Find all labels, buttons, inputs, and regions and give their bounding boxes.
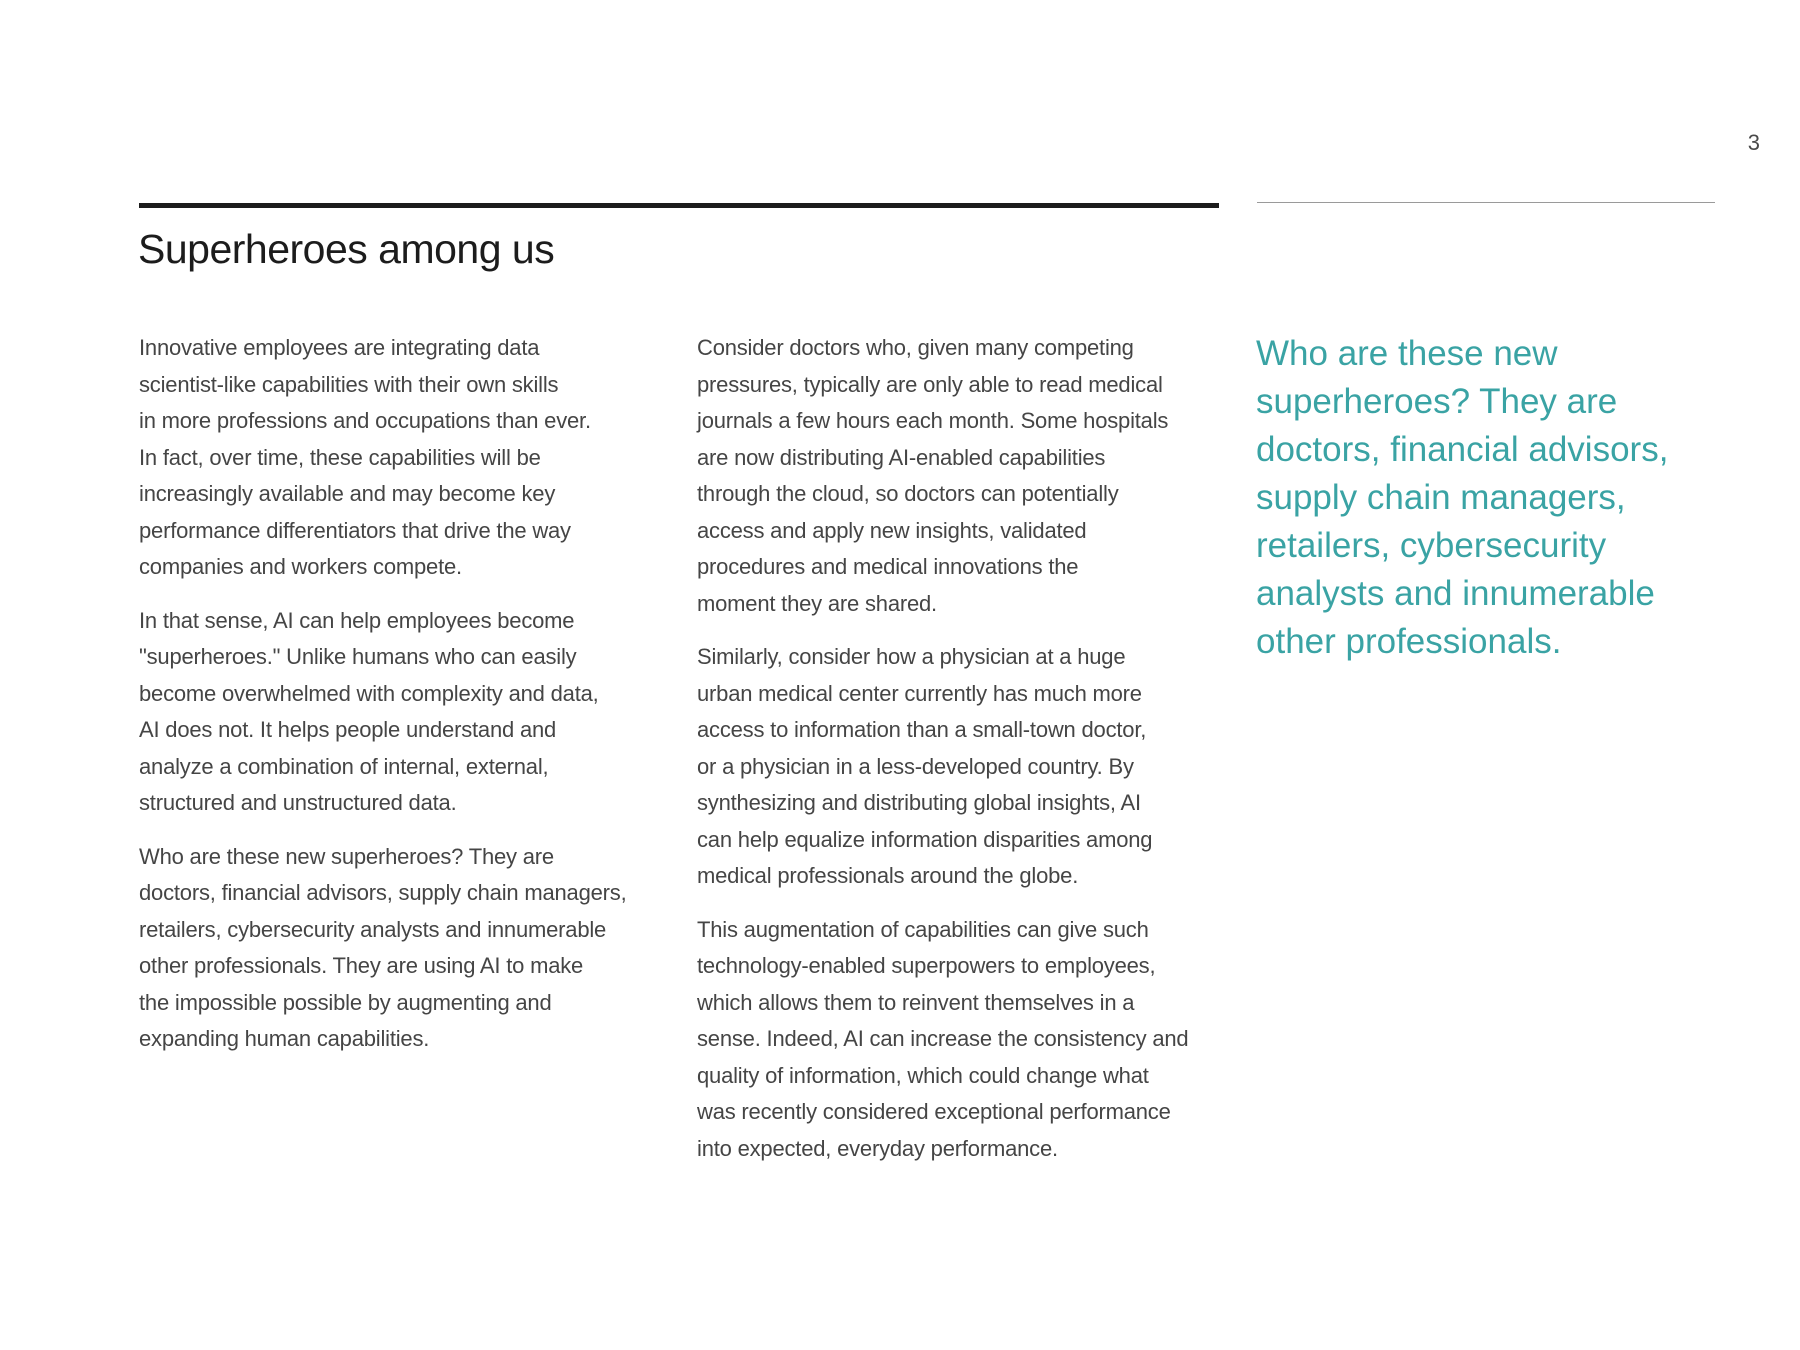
text-line: moment they are shared.: [697, 590, 937, 616]
text-line: medical professionals around the globe.: [697, 863, 1079, 888]
text-line: can help equalize information disparities among: [697, 826, 1153, 852]
text-line: pressures, typically are only able to read medical: [697, 371, 1163, 397]
text-line: Who are these new superheroes? They are: [139, 843, 554, 869]
text-line: expanding human capabilities.: [139, 1026, 430, 1051]
text-line: urban medical center currently has much more: [697, 680, 1142, 706]
paragraph: [697, 912, 1237, 1168]
text-line: procedures and medical innovations the: [697, 554, 1079, 579]
text-line: become overwhelmed with complexity and data,: [139, 680, 599, 706]
text-line: which allows them to reinvent themselves in a: [697, 989, 1135, 1015]
pull-quote-line: other professionals.: [1256, 622, 1562, 661]
pull-quote-line: analysts and innumerable: [1256, 574, 1655, 613]
pull-quote: [1256, 330, 1726, 666]
text-line: increasingly available and may become key: [139, 481, 556, 506]
page-number: 3: [1747, 130, 1760, 155]
title-rule: [139, 203, 1219, 208]
text-line: structured and unstructured data.: [139, 790, 457, 815]
text-line: In that sense, AI can help employees become: [139, 607, 575, 633]
pull-quote-line: doctors, financial advisors,: [1256, 430, 1669, 469]
text-line: In fact, over time, these capabilities will be: [139, 444, 541, 470]
text-line: companies and workers compete.: [139, 554, 462, 579]
text-line: synthesizing and distributing global insights, AI: [697, 790, 1141, 815]
text-line: through the cloud, so doctors can potentially: [697, 481, 1119, 506]
text-line: scientist-like capabilities with their own skills: [139, 371, 559, 397]
text-line: other professionals. They are using AI to make: [139, 953, 584, 978]
left-text-column: [139, 330, 679, 1075]
text-line: journals a few hours each month. Some hospitals: [697, 408, 1169, 433]
pull-quote-line: supply chain managers,: [1256, 478, 1626, 517]
text-line: "superheroes." Unlike humans who can easily: [139, 644, 577, 669]
text-line: analyze a combination of internal, external,: [139, 753, 549, 779]
text-line: technology-enabled superpowers to employees,: [697, 953, 1156, 978]
text-line: retailers, cybersecurity analysts and innumerable: [139, 916, 607, 942]
text-line: access and apply new insights, validated: [697, 517, 1087, 543]
page-title: Superheroes among us: [138, 226, 555, 272]
sidebar-rule: [1257, 202, 1715, 203]
text-line: performance differentiators that drive the way: [139, 517, 571, 543]
text-line: access to information than a small-town doctor,: [697, 717, 1147, 742]
text-line: AI does not. It helps people understand and: [139, 717, 557, 742]
paragraph: [697, 639, 1237, 895]
pull-quote-line: superheroes? They are: [1256, 382, 1618, 421]
text-line: quality of information, which could change what: [697, 1062, 1149, 1088]
pull-quote-line: Who are these new: [1256, 334, 1558, 373]
text-line: This augmentation of capabilities can give such: [697, 916, 1149, 942]
text-line: was recently considered exceptional performance: [697, 1099, 1171, 1124]
text-line: Similarly, consider how a physician at a huge: [697, 644, 1126, 669]
text-line: Consider doctors who, given many competing: [697, 335, 1134, 360]
text-line: are now distributing AI-enabled capabilities: [697, 444, 1106, 470]
text-line: into expected, everyday performance.: [697, 1135, 1058, 1161]
text-line: doctors, financial advisors, supply chain managers,: [139, 880, 627, 905]
paragraph: [139, 603, 679, 822]
middle-text-column: [697, 330, 1237, 1184]
paragraph: [139, 330, 679, 586]
text-line: sense. Indeed, AI can increase the consistency and: [697, 1026, 1189, 1051]
paragraph: [139, 839, 679, 1058]
text-line: the impossible possible by augmenting and: [139, 989, 552, 1015]
paragraph: [697, 330, 1237, 622]
text-line: or a physician in a less-developed country. By: [697, 753, 1134, 779]
text-line: Innovative employees are integrating data: [139, 335, 540, 360]
text-line: in more professions and occupations than ever.: [139, 408, 591, 433]
pull-quote-line: retailers, cybersecurity: [1256, 526, 1607, 565]
